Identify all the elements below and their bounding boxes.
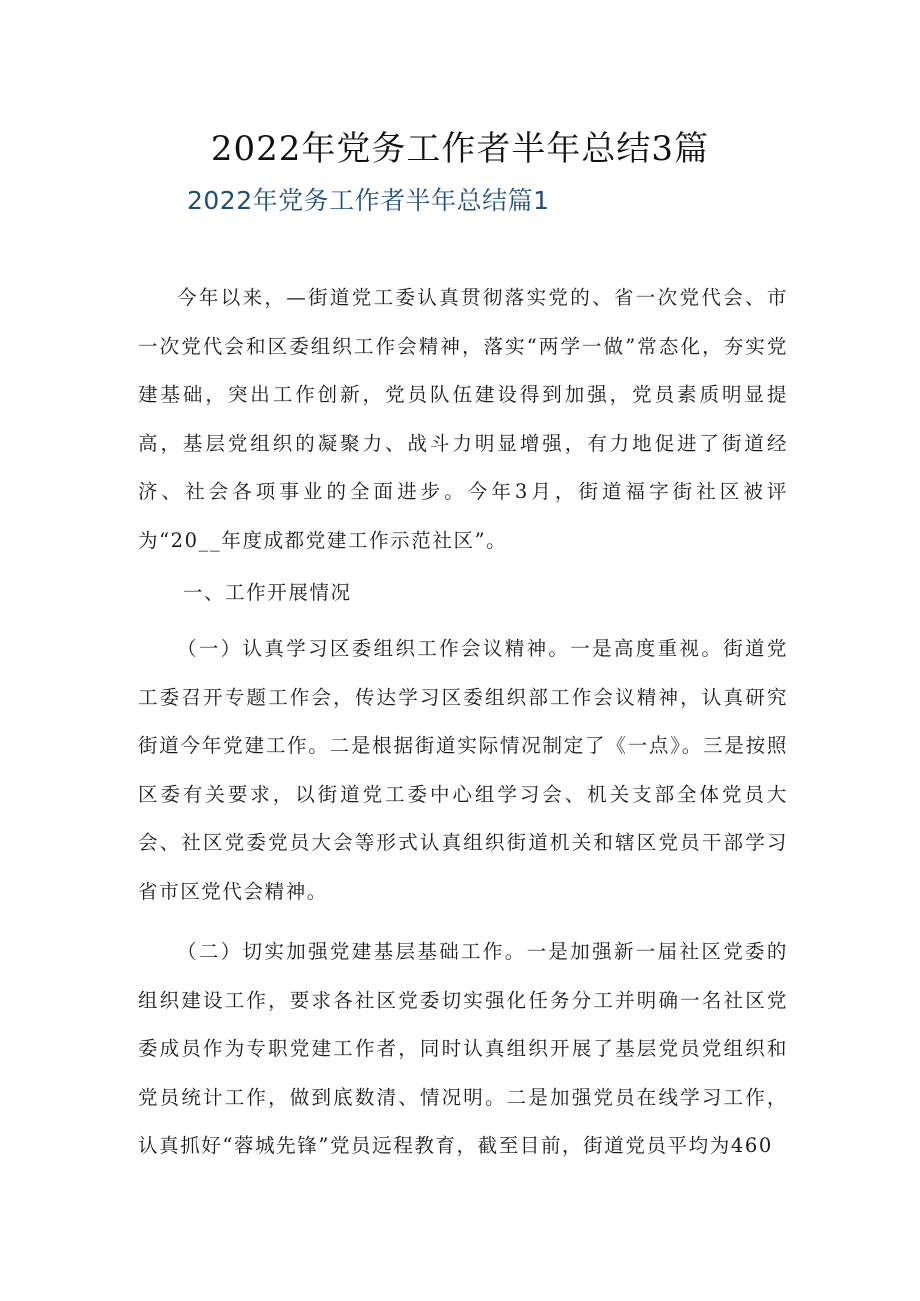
paragraph-intro: 今年以来，—街道党工委认真贯彻落实党的、省一次党代会、市一次党代会和区委组织工作会精神，落实“两学一做”常态化，夯实党建基础，突出工作创新，党员队伍建设得到加强，党员素质明显提高，基层党组织的凝聚力、战斗力明显增强，有力地促进了街道经济、社会各项事业的全面进步。今年3月，街道福字街社区被评为“20__年度成都党建工作示范社区”。 <box>138 286 788 552</box>
section-title: 2022年党务工作者半年总结篇1 <box>187 186 550 215</box>
paragraph-study-meeting: （一）认真学习区委组织工作会议精神。一是高度重视。街道党工委召开专题工作会，传达学习区委组织部工作会议精神，认真研究街道今年党建工作。二是根据街道实际情况制定了《一点》。三是按照区委有关要求，以街道党工委中心组学习会、机关支部全体党员大会、社区党委党员大会等形式认真组织街道机关和辖区党员干部学习省市区党代会精神。 <box>138 637 788 903</box>
document-title: 2022年党务工作者半年总结3篇 <box>210 129 710 169</box>
heading-work-status: 一、工作开展情况 <box>182 581 352 604</box>
paragraph-grassroots-work: （二）切实加强党建基层基础工作。一是加强新一届社区党委的组织建设工作，要求各社区党委切实强化任务分工并明确一名社区党委成员作为专职党建工作者，同时认真组织开展了基层党员党组织和党员统计工作，做到底数清、情况明。二是加强党员在线学习工作，认真抓好“蓉城先锋”党员远程教育，截至目前，街道党员平均为460 <box>138 940 788 1157</box>
